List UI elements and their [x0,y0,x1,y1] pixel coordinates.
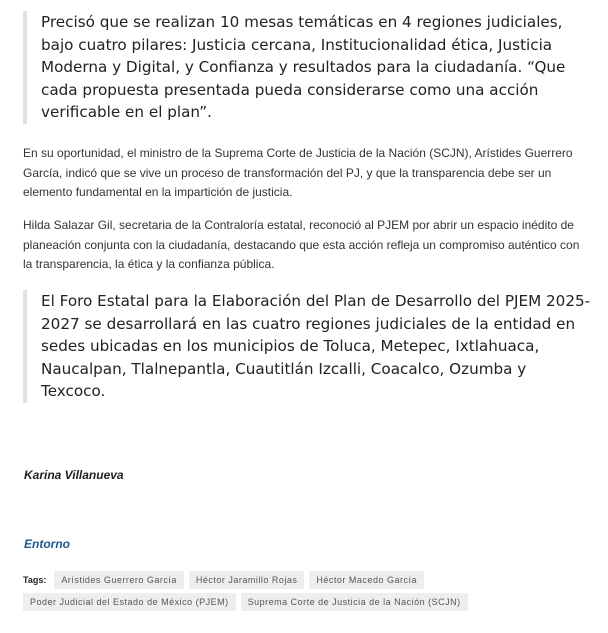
tags-label: Tags: [23,575,47,585]
blockquote-foro-estatal [23,290,593,403]
tags-list [23,571,593,611]
paragraph-contraloria: Hilda Salazar Gil, secretaria de la Contraloría estatal, reconoció al PJEM por abrir un espacio inédito de planeación conjunta con la ciudadanía, destacando que esta acción refleja un compromiso auténtico con la transparencia, la ética y la confianza pública. [23,218,580,271]
category-link[interactable]: Entorno [24,537,70,551]
tag-hector-macedo-garcia[interactable]: Héctor Macedo García [309,571,424,589]
author-name: Karina Villanueva [24,468,124,482]
quote-text: El Foro Estatal para la Elaboración del Plan de Desarrollo del PJEM 2025-2027 se desarrollará en las cuatro regiones judiciales de la entidad en sedes ubicadas en los municipios de Toluca, Metepec, Ixtlahuaca, Naucalpan, Tlalnepantla, Cuautitlán Izcalli, Coacalco, Ozumba y Texcoco. [41,292,591,400]
tag-pjem[interactable]: Poder Judicial del Estado de México (PJEM) [23,593,236,611]
blockquote-mesas-tematicas [23,11,593,124]
tag-scjn[interactable]: Suprema Corte de Justicia de la Nación (SCJN) [241,593,468,611]
quote-text: Precisó que se realizan 10 mesas temáticas en 4 regiones judiciales, bajo cuatro pilares: Justicia cercana, Institucionalidad ética, Justicia Moderna y Digital, y Confianza y resultados para la ciudadanía. “Que cada propuesta presentada pueda considerarse como una acción verificable en el plan”. [41,13,566,121]
tag-aristides-guerrero-garcia[interactable]: Arístides Guerrero García [54,571,184,589]
paragraph-scjn-minister: En su oportunidad, el ministro de la Suprema Corte de Justicia de la Nación (SCJN), Arístides Guerrero García, indicó que se vive un proceso de transformación del PJ, y que la transparencia debe ser un elemento fundamental en la impartición de justicia. [23,146,573,199]
tag-hector-jaramillo-rojas[interactable]: Héctor Jaramillo Rojas [189,571,305,589]
